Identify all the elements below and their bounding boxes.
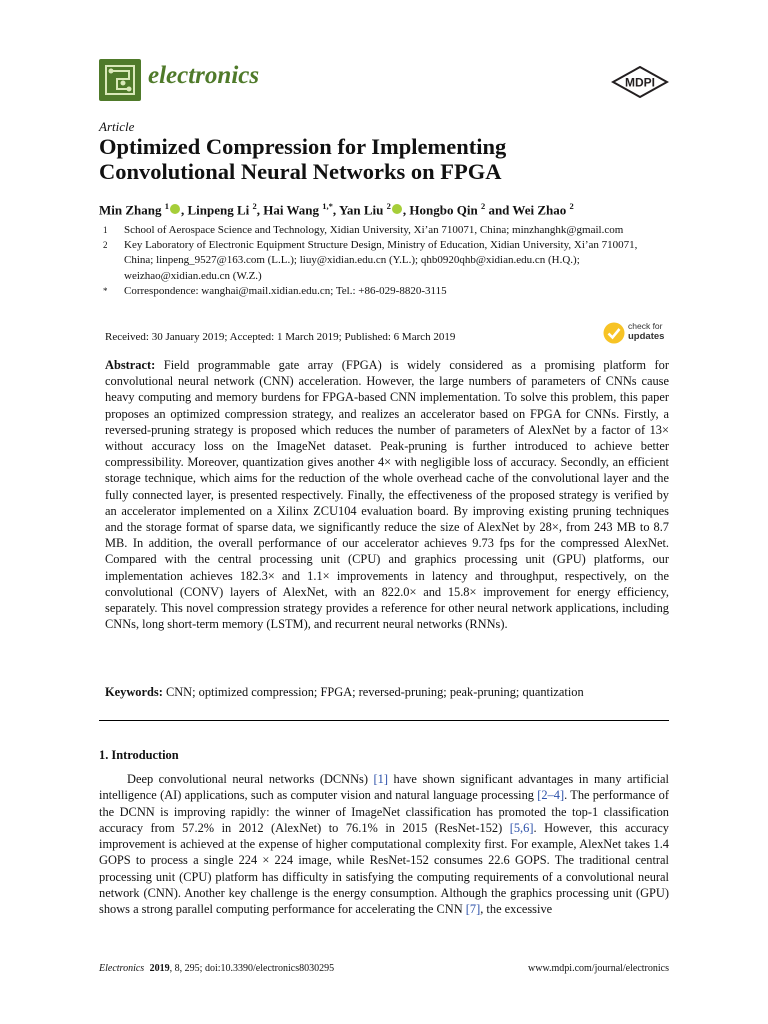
author-affiliation-mark: 1 — [164, 201, 169, 211]
paragraph-text: . However, this accuracy improvement is achieved at the expense of higher computational complexity first. For example, AlexNet takes 1.4 GOPS to process a single 224 × 224 image, while ResNet-152 consumes 22.6 GOPS. The traditional central processing unit (CPU) platform has difficulty in satisfying the computing requirements of a convolutional neural network (CNN). Another key challenge is the energy consumption. Although the graphics processing unit (GPU) shows a strong parallel computing performance for accelerating the CNN — [99, 820, 669, 917]
mdpi-logo — [611, 66, 669, 98]
affiliation-text: Key Laboratory of Electronic Equipment Structure Design, Ministry of Education, Xidian University, Xi’an 710071, China; linpeng_9527@163.com (L.L.); liuy@xidian.edu.cn (Y.L.); qhb0920qhb@xidian.edu.cn (H.Q.); weizhao@xidian.edu.cn (W.Z.) — [124, 239, 638, 282]
author-name: Linpeng Li — [187, 202, 253, 218]
keywords-label: Keywords: — [105, 685, 163, 699]
affiliation-item — [103, 223, 663, 238]
paragraph-text: Deep convolutional neural networks (DCNNs) — [127, 772, 374, 786]
paragraph-text: . The performance of the DCNN is improving rapidly: the winner of ImageNet classification has promoted the top-1 classification accuracy from 57.2% in 2012 (AlexNet) to 76.1% in 2015 (ResNet-152) — [99, 788, 669, 835]
journal-name: electronics — [148, 62, 260, 89]
author-affiliation-mark: 2 — [569, 201, 574, 211]
check-updates-icon — [602, 321, 626, 345]
article-type: Article — [99, 119, 135, 134]
footer-citation — [99, 963, 334, 974]
affiliation-text: Correspondence: wanghai@mail.xidian.edu.cn; Tel.: +86-029-8820-3115 — [124, 284, 447, 297]
footer-journal: Electronics — [99, 963, 145, 974]
orcid-icon[interactable] — [392, 204, 402, 214]
affiliation-text: School of Aerospace Science and Technology, Xidian University, Xi’an 710071, China; minzhanghk@gmail.com — [124, 224, 624, 236]
footer-doi: , 8, 295; doi:10.3390/electronics8030295 — [169, 963, 335, 974]
footer-year: 2019 — [149, 963, 170, 974]
section-heading: 1. Introduction — [99, 748, 179, 762]
author-affiliation-mark: 2 — [386, 201, 391, 211]
citation-link[interactable]: [1] — [373, 772, 388, 786]
abstract-label: Abstract: — [105, 358, 156, 372]
author-name: Hongbo Qin — [409, 202, 481, 218]
author-affiliation-mark: 2 — [252, 201, 257, 211]
affiliation-mark: 2 — [103, 240, 108, 251]
citation-link[interactable]: [7] — [465, 902, 481, 917]
orcid-icon[interactable] — [170, 204, 180, 214]
page-title: Optimized Compression for Implementing Convolutional Neural Networks on FPGA — [99, 134, 507, 184]
abstract — [105, 357, 669, 632]
affiliation-item — [103, 238, 663, 284]
keywords-text: CNN; optimized compression; FPGA; reversed-pruning; peak-pruning; quantization — [165, 685, 584, 699]
paragraph-text: , the excessive — [480, 902, 553, 917]
introduction-paragraph — [99, 771, 669, 918]
affiliation-list — [103, 223, 663, 299]
affiliation-mark: 1 — [103, 225, 108, 235]
author-name: Min Zhang — [99, 202, 165, 218]
author-list: Min Zhang $^1$ , Linpeng Li $^2$, Hai Wang $^{1,*}$, Yan Liu $^2$ , Hongbo Qin $^2$ and Wei Zhao $^2$ — [99, 201, 574, 218]
author-name: Wei Zhao — [512, 202, 570, 218]
keywords — [105, 685, 669, 700]
author-name: Hai Wang — [263, 202, 323, 218]
author-affiliation-mark: 1,* — [322, 201, 333, 211]
affiliation-mark: * — [103, 285, 108, 296]
affiliation-item — [103, 284, 663, 299]
author-name: Yan Liu — [338, 202, 387, 218]
author-affiliation-mark: 2 — [480, 201, 486, 211]
citation-link[interactable]: [2–4] — [537, 788, 565, 803]
citation-link[interactable]: [5,6] — [509, 820, 534, 835]
check-updates-line1: check for — [628, 321, 663, 331]
paragraph-text: have shown significant advantages in many artificial intelligence (AI) applications, such as computer vision and natural language processing — [99, 772, 669, 803]
publication-dates: Received: 30 January 2019; Accepted: 1 March 2019; Published: 6 March 2019 — [105, 331, 456, 343]
section-divider — [99, 720, 669, 721]
footer-url[interactable]: www.mdpi.com/journal/electronics — [528, 963, 669, 974]
publisher-text: MDPI — [625, 75, 655, 90]
abstract-text: Field programmable gate array (FPGA) is widely considered as a promising platform for convolutional neural network (CNN) acceleration. However, the large numbers of parameters of CNNs cause heavy computing and memory burdens for FPGA-based CNN implementation. To solve this problem, this paper proposes an optimized compression strategy, and realizes an accelerator based on FPGA for CNNs. Firstly, a reversed-pruning strategy is proposed which reduces the number of parameters of AlexNet by a factor of 13× without accuracy loss on the ImageNet dataset. Peak-pruning is further introduced to achieve better compressibility. Moreover, quantization gives another 4× with negligible loss of accuracy. Secondly, an efficient storage technique, which aims for the reduction of the whole overhead cache of the convolutional layer and the fully connected layer, is presented respectively. Finally, the effectiveness of the proposed strategy is verified by an accelerator implemented on a Xilinx ZCU104 evaluation board. By improving existing pruning techniques and the storage format of sparse data, we significantly reduce the size of AlexNet by 28×, from 243 MB to 8.7 MB. In addition, the overall performance of our accelerator achieves 9.73 fps for the compressed AlexNet. Compared with the central processing unit (CPU) and graphics processing unit (GPU) platforms, our implementation achieves 182.3× and 1.1× improvements in latency and throughput, respectively, on the convolutional (CONV) layers of AlexNet, with an 822.0× and 15.8× improvement for energy efficiency, separately. This novel compression strategy provides a reference for other neural network applications, including CNNs, long short-term memory (LSTM), and recurrent neural networks (RNNs). — [105, 358, 669, 632]
journal-logo — [99, 59, 141, 101]
check-updates-line2: updates — [628, 330, 665, 342]
check-for-updates-badge[interactable] — [602, 321, 672, 347]
